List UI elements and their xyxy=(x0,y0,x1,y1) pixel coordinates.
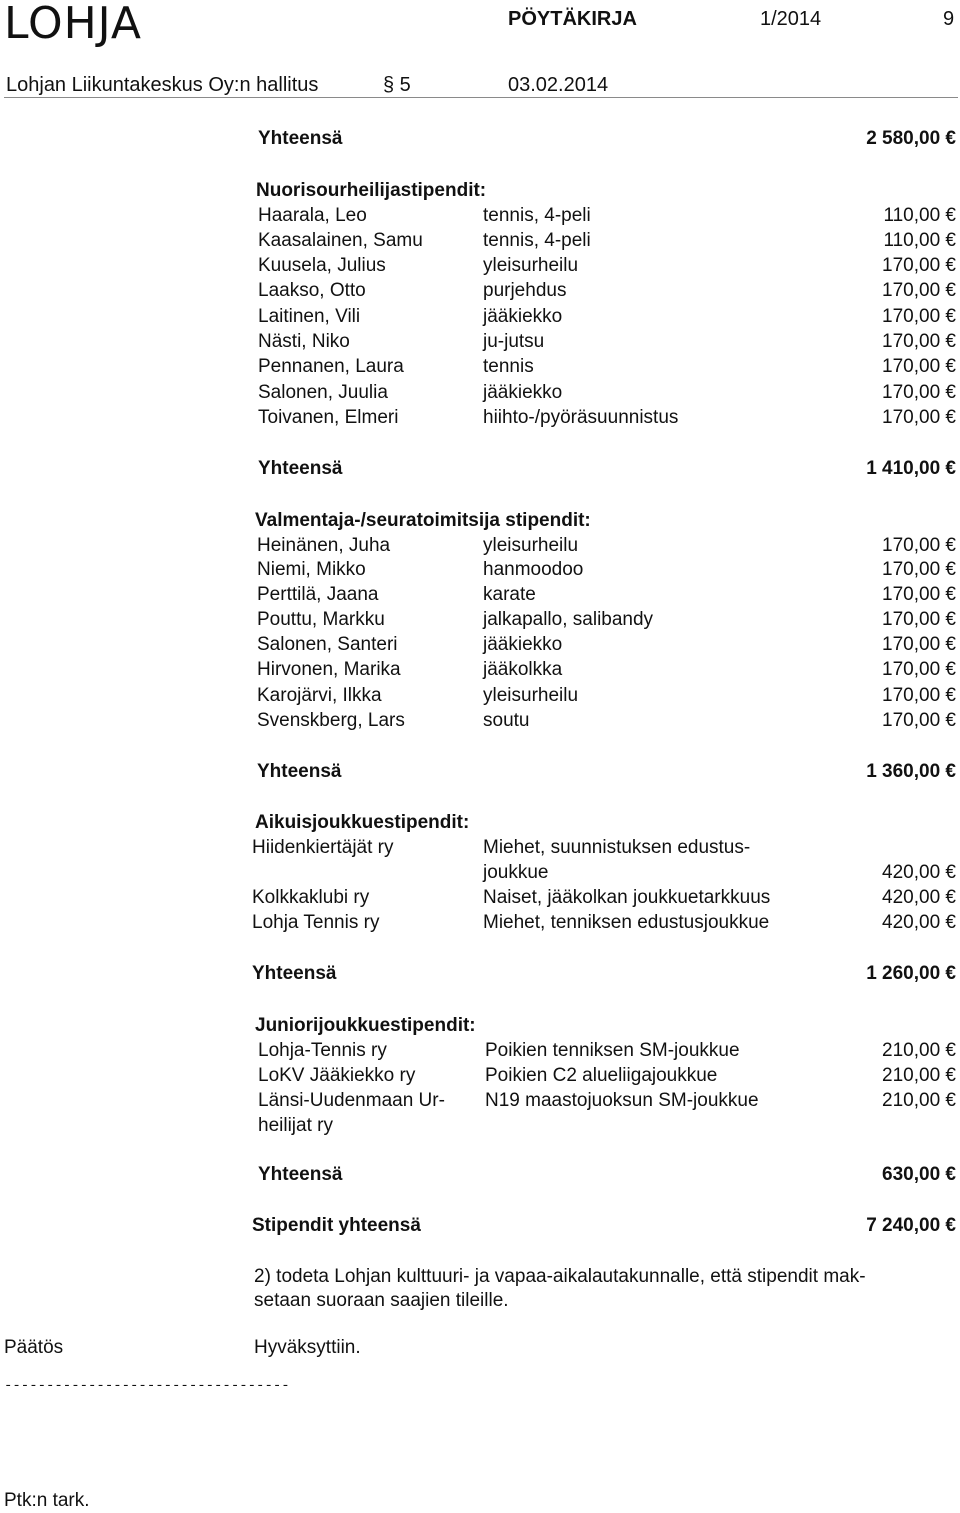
footer-label: Ptk:n tark. xyxy=(4,1490,90,1511)
table-cell-sport: tennis, 4-peli xyxy=(483,205,591,226)
section-heading-coaches: Valmentaja-/seuratoimitsija stipendit: xyxy=(255,510,591,531)
table-cell-sport: soutu xyxy=(483,710,530,731)
table-cell-amount: 170,00 € xyxy=(882,535,956,556)
section-heading-junior-teams: Juniorijoukkuestipendit: xyxy=(255,1015,476,1036)
table-cell-name: Hirvonen, Marika xyxy=(257,659,401,680)
table-cell-amount: 170,00 € xyxy=(882,280,956,301)
separator-line: ---------------------------------- xyxy=(4,1378,290,1394)
note-line-1: 2) todeta Lohjan kulttuuri- ja vapaa-aikalautakunnalle, että stipendit mak- xyxy=(254,1266,866,1287)
table-cell-amount: 170,00 € xyxy=(882,255,956,276)
table-cell-name: Salonen, Juulia xyxy=(258,382,388,403)
table-cell-amount: 170,00 € xyxy=(882,559,956,580)
doc-number: 1/2014 xyxy=(760,8,822,30)
table-cell-sport: ju-jutsu xyxy=(483,331,545,352)
table-cell-desc: Miehet, suunnistuksen edustus- xyxy=(483,837,751,858)
table-cell-desc: Miehet, tenniksen edustusjoukkue xyxy=(483,912,770,933)
adult-teams-total-label: Yhteensä xyxy=(252,963,337,984)
table-cell-amount: 170,00 € xyxy=(882,407,956,428)
table-cell-amount: 170,00 € xyxy=(882,685,956,706)
table-cell-sport: tennis, 4-peli xyxy=(483,230,591,251)
table-cell-amount: 420,00 € xyxy=(882,862,956,883)
table-cell-desc: N19 maastojuoksun SM-joukkue xyxy=(485,1090,759,1111)
table-cell-amount: 170,00 € xyxy=(882,634,956,655)
grand-total-value: 7 240,00 € xyxy=(866,1215,956,1236)
table-cell-amount: 170,00 € xyxy=(882,306,956,327)
table-cell-name: Toivanen, Elmeri xyxy=(258,407,399,428)
page-number: 9 xyxy=(943,8,955,30)
table-cell-sport: jääkiekko xyxy=(483,382,563,403)
table-cell-desc: Poikien tenniksen SM-joukkue xyxy=(485,1040,740,1061)
table-cell-name: LoKV Jääkiekko ry xyxy=(258,1065,416,1086)
table-cell-amount: 170,00 € xyxy=(882,659,956,680)
adult-teams-total-value: 1 260,00 € xyxy=(866,963,956,984)
table-cell-name: Laitinen, Vili xyxy=(258,306,361,327)
table-cell-amount: 110,00 € xyxy=(883,230,956,251)
note-line-2: setaan suoraan saajien tileille. xyxy=(254,1290,509,1311)
table-cell-sport: jääkiekko xyxy=(483,306,563,327)
table-cell-amount: 210,00 € xyxy=(882,1090,956,1111)
table-cell-name: Lohja Tennis ry xyxy=(252,912,380,933)
table-cell-sport: hiihto-/pyöräsuunnistus xyxy=(483,407,679,428)
meeting-date: 03.02.2014 xyxy=(508,74,609,96)
table-cell-name: Nästi, Niko xyxy=(258,331,350,352)
header-divider xyxy=(4,97,958,98)
table-cell-sport: yleisurheilu xyxy=(483,685,579,706)
doc-type: PÖYTÄKIRJA xyxy=(508,8,637,30)
table-cell-sport: jääkolkka xyxy=(483,659,563,680)
table-cell-sport: yleisurheilu xyxy=(483,255,579,276)
table-cell-name: Kaasalainen, Samu xyxy=(258,230,423,251)
table-cell-name: Lohja-Tennis ry xyxy=(258,1040,387,1061)
junior-teams-total-value: 630,00 € xyxy=(882,1164,956,1185)
table-cell-amount: 170,00 € xyxy=(882,382,956,403)
table-cell-name: Karojärvi, Ilkka xyxy=(257,685,382,706)
table-cell-sport: karate xyxy=(483,584,536,605)
table-cell-amount: 170,00 € xyxy=(882,584,956,605)
table-cell-amount: 170,00 € xyxy=(882,356,956,377)
table-cell-amount: 170,00 € xyxy=(882,609,956,630)
decision-text: Hyväksyttiin. xyxy=(254,1337,361,1358)
table-cell-sport: hanmoodoo xyxy=(483,559,584,580)
table-cell-sport: yleisurheilu xyxy=(483,535,579,556)
section-number: § 5 xyxy=(383,74,411,96)
table-cell-name: Kolkkaklubi ry xyxy=(252,887,370,908)
coaches-total-label: Yhteensä xyxy=(257,761,342,782)
lohja-logo: LOHJA xyxy=(4,0,142,49)
table-cell-amount: 170,00 € xyxy=(882,710,956,731)
table-cell-amount: 420,00 € xyxy=(882,912,956,933)
grand-total-label: Stipendit yhteensä xyxy=(252,1215,421,1236)
table-cell-amount: 110,00 € xyxy=(883,205,956,226)
table-cell-name: Perttilä, Jaana xyxy=(257,584,379,605)
youth-total-label: Yhteensä xyxy=(258,458,343,479)
prev-total-value: 2 580,00 € xyxy=(866,128,956,149)
prev-total-label: Yhteensä xyxy=(258,128,343,149)
table-cell-name: Pennanen, Laura xyxy=(258,356,404,377)
table-cell-sport: tennis xyxy=(483,356,534,377)
table-cell-desc: Poikien C2 alueliigajoukkue xyxy=(485,1065,718,1086)
table-cell-name: Heinänen, Juha xyxy=(257,535,391,556)
section-heading-adult-teams: Aikuisjoukkuestipendit: xyxy=(255,812,470,833)
table-cell-name-cont: heilijat ry xyxy=(258,1115,333,1136)
table-cell-amount: 420,00 € xyxy=(882,887,956,908)
table-cell-name: Salonen, Santeri xyxy=(257,634,398,655)
youth-total-value: 1 410,00 € xyxy=(866,458,956,479)
table-cell-sport: jääkiekko xyxy=(483,634,563,655)
table-cell-name: Niemi, Mikko xyxy=(257,559,366,580)
table-cell-desc-cont: joukkue xyxy=(483,862,549,883)
table-cell-name: Haarala, Leo xyxy=(258,205,367,226)
table-cell-amount: 170,00 € xyxy=(882,331,956,352)
table-cell-name: Kuusela, Julius xyxy=(258,255,386,276)
section-heading-youth: Nuorisourheilijastipendit: xyxy=(256,180,487,201)
table-cell-name: Svenskberg, Lars xyxy=(257,710,405,731)
junior-teams-total-label: Yhteensä xyxy=(258,1164,343,1185)
coaches-total-value: 1 360,00 € xyxy=(866,761,956,782)
table-cell-name: Laakso, Otto xyxy=(258,280,366,301)
table-cell-desc: Naiset, jääkolkan joukkuetarkkuus xyxy=(483,887,771,908)
table-cell-name: Länsi-Uudenmaan Ur- xyxy=(258,1090,445,1111)
table-cell-amount: 210,00 € xyxy=(882,1065,956,1086)
table-cell-sport: purjehdus xyxy=(483,280,567,301)
table-cell-name: Hiidenkiertäjät ry xyxy=(252,837,394,858)
meeting-body: Lohjan Liikuntakeskus Oy:n hallitus xyxy=(6,74,319,96)
table-cell-name: Pouttu, Markku xyxy=(257,609,385,630)
decision-label: Päätös xyxy=(4,1337,64,1358)
table-cell-amount: 210,00 € xyxy=(882,1040,956,1061)
table-cell-sport: jalkapallo, salibandy xyxy=(483,609,654,630)
